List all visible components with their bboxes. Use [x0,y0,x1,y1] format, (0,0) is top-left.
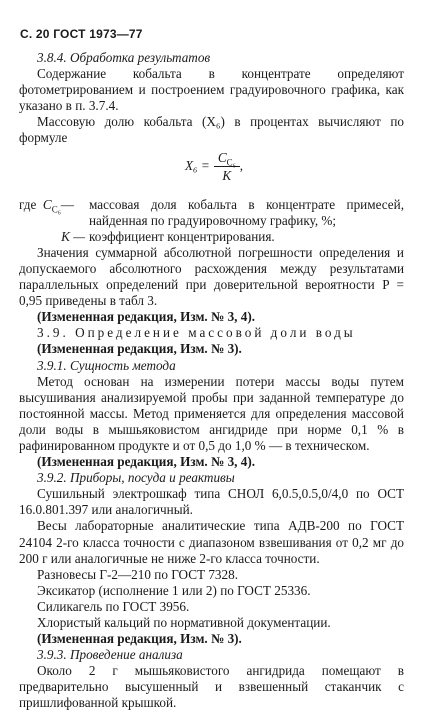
formula-numerator: $C_{C_6}$ [214,149,240,167]
revision-note-3: (Измененная редакция, Изм. № 3, 4). [37,454,256,470]
equipment-item: Силикагель по ГОСТ 3956. [37,598,190,614]
revision-note-2: (Измененная редакция, Изм. № 3). [37,341,242,357]
equipment-item: Разновесы Г-2—210 по ГОСТ 7328. [37,566,239,582]
section-heading-3-8-4: 3.8.4. Обработка результатов [37,50,211,65]
formula-tail: , [239,158,244,174]
formula-lhs: X₆ = [185,158,210,174]
section-heading-3-9-3: 3.9.3. Проведение анализа [37,647,183,663]
equipment-item: Эксикатор (исполнение 1 или 2) по ГОСТ 25336. [37,582,311,598]
equipment-item: Весы лабораторные аналитические типа АДВ-200 по ГОСТ 24104 2-го класса точности с диапазоном взвешивания от 0,2 мг до 200 г или аналогичные не ниже 2-го класса точности. [19,518,404,566]
formula-denominator: K [222,167,232,183]
paragraph-formula-intro: Массовую долю кобальта (X₆) в процентах вычисляют по формуле [19,114,404,146]
document-body [19,50,404,712]
definition-row-k [19,229,404,245]
paragraph-error-values: Значения суммарной абсолютной погрешности определения и допускаемого абсолютного расхождения между результатами параллельных определений при доверительной вероятности P = 0,95 приведены в табл 3. [19,244,404,309]
formula-fraction [214,149,240,184]
revision-note-1: (Измененная редакция, Изм. № 3, 4). [37,309,256,325]
paragraph-cobalt-content: Содержание кобальта в концентрате определяют фотометрированием и построением градуировочного графика, как указано в п. 3.7.4. [19,66,404,114]
section-heading-3-9-1: 3.9.1. Сущность метода [37,357,176,373]
definition-row-c [19,197,404,229]
definition-label-c: где $C_{C_6}—$ [19,196,75,215]
section-heading-3-9-2: 3.9.2. Приборы, посуда и реактивы [37,470,235,486]
paragraph-method-essence: Метод основан на измерении потери массы воды путем высушивания анализируемой пробы при заданной температуре до постоянной массы. Метод применяется для определения массовой доли воды в мышьяковистом ангидриде при норме 0,1 % в рафинированном продукте и от 0,5 до 1,0 % — в техническом. [19,373,404,453]
revision-note-4: (Измененная редакция, Изм. № 3). [37,631,242,647]
section-title-3-9: 3.9. Определение массовой доли воды [37,325,356,341]
definition-text-k: коэффициент концентрирования. [89,228,275,244]
definition-text-c: массовая доля кобальта в концентрате примесей, найденная по градуировочному графику, %; [89,196,404,228]
equipment-item: Хлористый кальций по нормативной документации. [37,615,331,630]
definition-label-k: K — [61,228,85,244]
page-header: С. 20 ГОСТ 1973—77 [20,27,143,41]
equipment-item: Сушильный электрошкаф типа СНОЛ 6,0.5,0.5,0/4,0 по ОСТ 16.0.801.397 или аналогичный. [19,486,404,518]
formula-block [19,147,404,197]
paragraph-analysis-procedure: Около 2 г мышьяковистого ангидрида помещают в предварительно высушенный и взвешенный стаканчик с пришлифованной крышкой. [19,663,404,711]
cobalt-formula [185,149,243,184]
